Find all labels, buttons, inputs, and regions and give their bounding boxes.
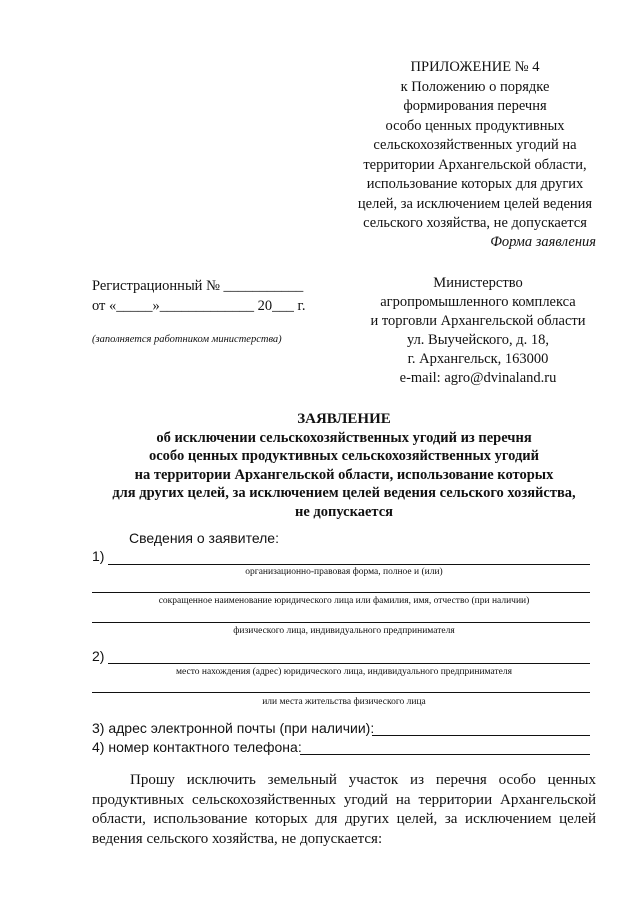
appendix-header [340, 58, 610, 234]
field-caption: организационно-правовая форма, полное и (или) [245, 567, 443, 577]
title-line: на территории Архангельской области, использование которых [134, 466, 554, 483]
applicant-address-line[interactable] [92, 692, 590, 693]
appendix-line: целей, за исключением целей ведения [357, 195, 593, 212]
document-title [92, 410, 596, 521]
email-label: 3) адрес электронной почты (при наличии): [92, 720, 375, 736]
applicant-name-line[interactable] [92, 592, 590, 593]
email-field[interactable] [372, 735, 590, 736]
ministry-line: Министерство [433, 275, 523, 291]
title-line: для других целей, за исключением целей ведения сельского хозяйства, [112, 485, 576, 501]
ministry-line: г. Архангельск, 163000 [407, 351, 549, 367]
applicant-heading: Сведения о заявителе: [129, 530, 279, 546]
ministry-line: ул. Выучейского, д. 18, [406, 332, 550, 348]
appendix-line: формирования перечня [403, 98, 547, 114]
title-line: не допускается [295, 503, 393, 520]
appendix-line: использование которых для других [366, 176, 584, 192]
title-line: особо ценных продуктивных сельскохозяйственных угодий [148, 448, 539, 464]
field-caption: место нахождения (адрес) юридического лица, индивидуального предпринимателя [176, 667, 512, 677]
registration-note: (заполняется работником министерства) [92, 334, 282, 345]
registration-number-line: Регистрационный № ___________ [92, 278, 304, 294]
appendix-line: ПРИЛОЖЕНИЕ № 4 [410, 59, 540, 75]
ministry-line: и торговли Архангельской области [370, 313, 586, 329]
phone-field[interactable] [300, 754, 590, 755]
ministry-line: e-mail: agro@dvinaland.ru [399, 370, 557, 386]
appendix-line: особо ценных продуктивных [385, 117, 565, 134]
field-caption: сокращенное наименование юридического лица или фамилия, имя, отчество (при наличии) [158, 596, 530, 606]
applicant-name-line[interactable] [92, 622, 590, 623]
item2-number: 2) [92, 648, 105, 664]
applicant-address-line[interactable] [108, 663, 590, 664]
registration-block [92, 276, 305, 316]
appendix-line: территории Архангельской области, [363, 156, 587, 173]
applicant-name-line[interactable] [108, 564, 590, 565]
ministry-line: агропромышленного комплекса [380, 294, 576, 310]
field-caption: физического лица, индивидуального предпринимателя [233, 626, 455, 636]
appendix-line: к Положению о порядке [400, 78, 550, 95]
registration-date-line: от «_____»_____________ 20___ г. [92, 298, 306, 314]
title-heading: ЗАЯВЛЕНИЕ [297, 411, 391, 427]
appendix-line: сельского хозяйства, не допускается [363, 215, 587, 231]
appendix-line: сельскохозяйственных угодий на [373, 137, 577, 153]
ministry-address [360, 274, 596, 388]
form-label: Форма заявления [490, 234, 596, 250]
request-paragraph: Прошу исключить земельный участок из перечня особо ценных продуктивных сельскохозяйственных угодий на территории Архангельской области, использование которых для других целей, за исключением целей ведения сельского хозяйства, не допускается: [92, 772, 596, 847]
field-caption: или места жительства физического лица [262, 697, 426, 707]
phone-label: 4) номер контактного телефона: [92, 739, 302, 755]
item1-number: 1) [92, 548, 105, 564]
title-line: об исключении сельскохозяйственных угодий из перечня [156, 429, 532, 446]
